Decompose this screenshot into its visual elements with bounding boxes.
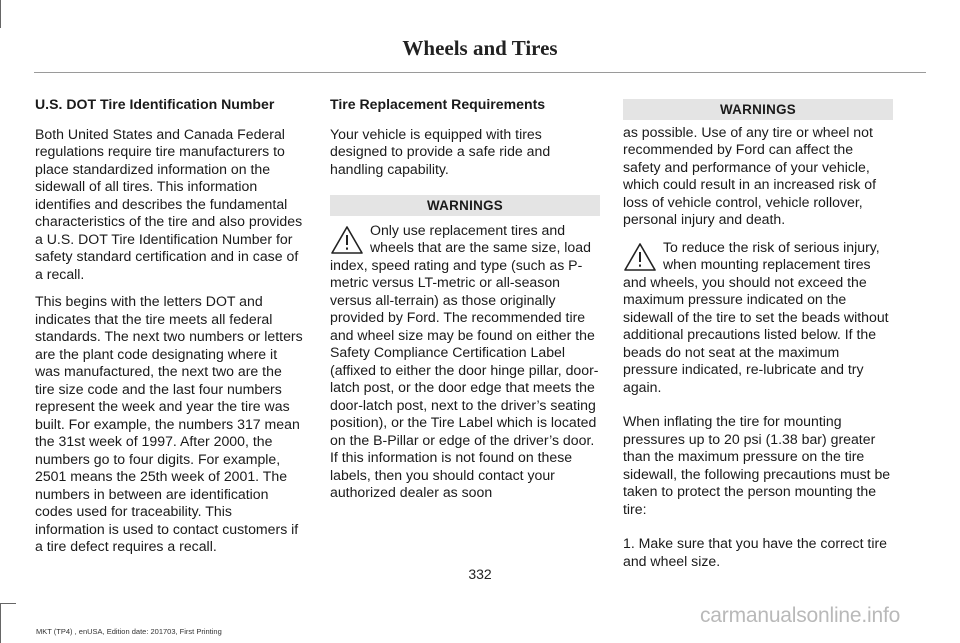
column-2 — [330, 96, 600, 512]
mounting-step-1: 1. Make sure that you have the correct tire and wheel size. — [623, 535, 887, 569]
column-3 — [623, 99, 893, 580]
dot-tire-id-heading: U.S. DOT Tire Identification Number — [35, 96, 275, 112]
dot-paragraph-2: This begins with the letters DOT and indicates that the tire meets all federal standards. The next two numbers or letters are the plant code designating where it was manufactured, the next two are the tire size code and the last four numbers represent the week and year the tire was built. For example, the numbers 317 mean the 31st week of 1997. After 2000, the numbers go to four digits. For example, 2501 means the 25th week of 2001. The numbers in between are identification codes used for traceability. This information is used to contact customers if a tire defect requires a recall. — [35, 293, 303, 554]
warning-text-1 — [330, 222, 600, 502]
warning-triangle-icon — [330, 225, 364, 255]
warning-text-2 — [623, 239, 893, 397]
tire-replacement-heading: Tire Replacement Requirements — [330, 96, 546, 112]
tire-replacement-intro: Your vehicle is equipped with tires designed to provide a safe ride and handling capability. — [330, 125, 551, 177]
page-title: Wheels and Tires — [402, 36, 558, 60]
crop-mark-bottom-left — [0, 604, 1, 643]
warning-text-2-content: To reduce the risk of serious injury, when mounting replacement tires and wheels, you should not exceed the maximum pressure indicated on the sidewall of the tire to set the beads without additional precautions listed below. If the beads do not seat at the maximum pressure indicated, re-lubricate and try again. — [623, 238, 889, 395]
dot-paragraph-1: Both United States and Canada Federal regulations require tire manufacturers to place standardized information on the sidewall of all tires. This information identifies and describes the fundamental characteristics of the tire and also provides a U.S. DOT Tire Identification Number for safety standard certification and in case of a recall. — [35, 125, 303, 282]
crop-mark-top-left — [0, 0, 1, 28]
warnings-bar-continued: WARNINGS — [623, 99, 893, 120]
mounting-paragraph: When inflating the tire for mounting pressures up to 20 psi (1.38 bar) greater than the maximum pressure on the tire sidewall, the following precautions must be taken to protect the person mounting the tire: — [623, 413, 891, 517]
column-1 — [35, 96, 305, 566]
warnings-bar: WARNINGS — [330, 195, 600, 216]
watermark: carmanualsonline.info — [700, 604, 901, 627]
warning-text-1-content: Only use replacement tires and wheels that are the same size, load index, speed rating and type (such as P-metric versus LT-metric or all-season versus all-terrain) as those originally provided by Ford. The recommended tire and wheel size may be found on either the Safety Compliance Certification Label (affixed to either the door hinge pillar, door-latch post, or the door edge that meets the door-latch post, next to the driver’s seating position), or the Tire Label which is located on the B-Pillar or edge of the driver’s door. If this information is not found on these labels, then you should contact your authorized dealer as soon — [330, 221, 599, 500]
warning-text-1-continued: as possible. Use of any tire or wheel not recommended by Ford can affect the safety and performance of your vehicle, which could result in an increased risk of loss of vehicle control, vehicle rollover, personal injury and death. — [623, 123, 877, 227]
warning-triangle-icon — [623, 242, 657, 272]
header-rule — [34, 72, 926, 73]
edition-info: MKT (TP4) , enUSA, Edition date: 201703, First Printing — [36, 627, 222, 636]
page-number: 332 — [468, 566, 492, 582]
crop-mark-bottom-left-h — [0, 603, 16, 604]
